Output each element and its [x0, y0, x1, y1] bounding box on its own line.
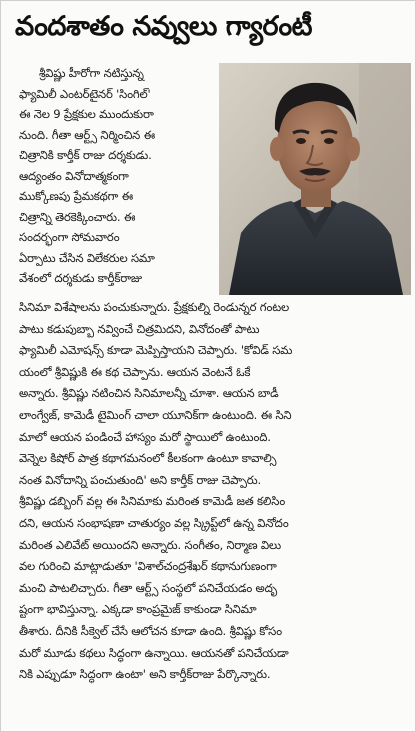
- body-line: వెన్నెల కిషోర్‌ పాత్ర కథాగమనంలో కీలకంగా ఉంటూ కావాల్సి: [19, 451, 277, 466]
- body-line: యంలో శ్రీవిష్ణుకి ఈ కథ చెప్పాను. ఆయన వెంటనే ఓకే: [19, 364, 251, 379]
- body-line: లాంగ్వేజ్‌, కామెడీ టైమింగ్‌ చాలా యూనిక్‌గా ఉంటుంది. ఈ సిని: [19, 407, 292, 422]
- body-line: చిత్రాన్ని తెరకెక్కించారు. ఈ: [19, 209, 136, 224]
- body-line: నికి ఎప్పుడూ సిద్ధంగా ఉంటా' అని కార్తీక్‌రాజు పేర్కొన్నారు.: [19, 667, 271, 682]
- body-line: ఆద్యంతం వినోదాత్మకంగా: [19, 168, 129, 183]
- body-line: నంత వినోదాన్ని పంచుతుంది' అని కార్తీక్‌ రాజు చెప్పారు.: [19, 472, 261, 487]
- article-body-wide-column: [19, 297, 411, 686]
- body-line: సందర్భంగా సోమవారం: [19, 230, 120, 244]
- body-line: మరింత ఎలివేట్‌ అయిందని అన్నారు. సంగీతం, నిర్మాణ విలు: [19, 537, 281, 552]
- body-line: వేశంలో దర్శకుడు కార్తీక్‌రాజు: [19, 271, 142, 285]
- body-line: మాలో ఆయన పండించే హాస్యం మరో స్థాయిలో ఉంటుంది.: [19, 429, 271, 444]
- body-line: మంచి పాటలిచ్చారు. గీతా ఆర్ట్స్‌ సంస్థలో పనిచేయడం అదృ: [19, 580, 277, 595]
- body-line: అన్నారు. శ్రీవిష్ణు నటించిన సినిమాలన్నీ చూశా. ఆయన బాడీ: [19, 386, 279, 401]
- body-line: ముక్కోణపు ప్రేమకథగా ఈ: [19, 189, 133, 203]
- body-line: శ్రీవిష్ణు డబ్బింగ్‌ వల్ల ఈ సినిమాకు మరింత కామెడీ జత కలిసిం: [19, 494, 286, 509]
- body-line: మరో మూడు కథలు సిద్ధంగా ఉన్నాయి. ఆయనతో పనిచేయడా: [19, 645, 289, 660]
- article-body-narrow-column: [19, 63, 215, 289]
- body-line: ఫ్యామిలీ ఎంటర్‌టైనర్‌ 'సింగిల్‌': [19, 86, 151, 101]
- body-line: ఏర్పాటు చేసిన విలేకరుల సమా: [19, 250, 155, 265]
- body-line: ఫ్యామిలీ ఎమోషన్స్‌ కూడా మెప్పిస్తాయని చెప్పారు. 'కోవిడ్‌ సమ: [19, 343, 293, 358]
- director-photo: [219, 63, 411, 295]
- body-line: తీశారు. దీనికి సీక్వెల్‌ చేసే ఆలోచన కూడా ఉంది. శ్రీవిష్ణు కోసం: [19, 623, 282, 638]
- body-line: శ్రీవిష్ణు హీరోగా నటిస్తున్న: [39, 66, 144, 80]
- body-line: చిత్రానికి కార్తీక్‌ రాజు దర్శకుడు.: [19, 148, 152, 162]
- body-line: వల గురించి మాట్లాడుతూ 'విశాల్‌చంద్రశేఖర్‌ కథానుగుణంగా: [19, 559, 277, 574]
- body-line: దని, ఆయన సంభాషణా చాతుర్యం వల్ల స్క్రిప్ట్‌లో ఉన్న వినోదం: [19, 515, 289, 530]
- body-line: నుంది. గీతా ఆర్ట్స్‌ నిర్మించిన ఈ: [19, 127, 155, 142]
- body-line: సినిమా విశేషాలను పంచుకున్నారు. ప్రేక్షకుల్ని రెండున్నర గంటల: [19, 300, 289, 314]
- body-line: ష్టంగా భావిస్తున్నా. ఎక్కడా కాంప్రమైజ్‌ కాకుండా సినిమా: [19, 602, 257, 617]
- body-line: ఈ నెల 9 ప్రేక్షకుల ముందుకురా: [19, 107, 154, 121]
- article-headline: వందశాతం నవ్వులు గ్యారంటీ: [15, 11, 313, 42]
- body-line: పాటు కడుపుబ్బా నవ్వించే చిత్రమిదని, వినోదంతో పాటు: [19, 321, 260, 336]
